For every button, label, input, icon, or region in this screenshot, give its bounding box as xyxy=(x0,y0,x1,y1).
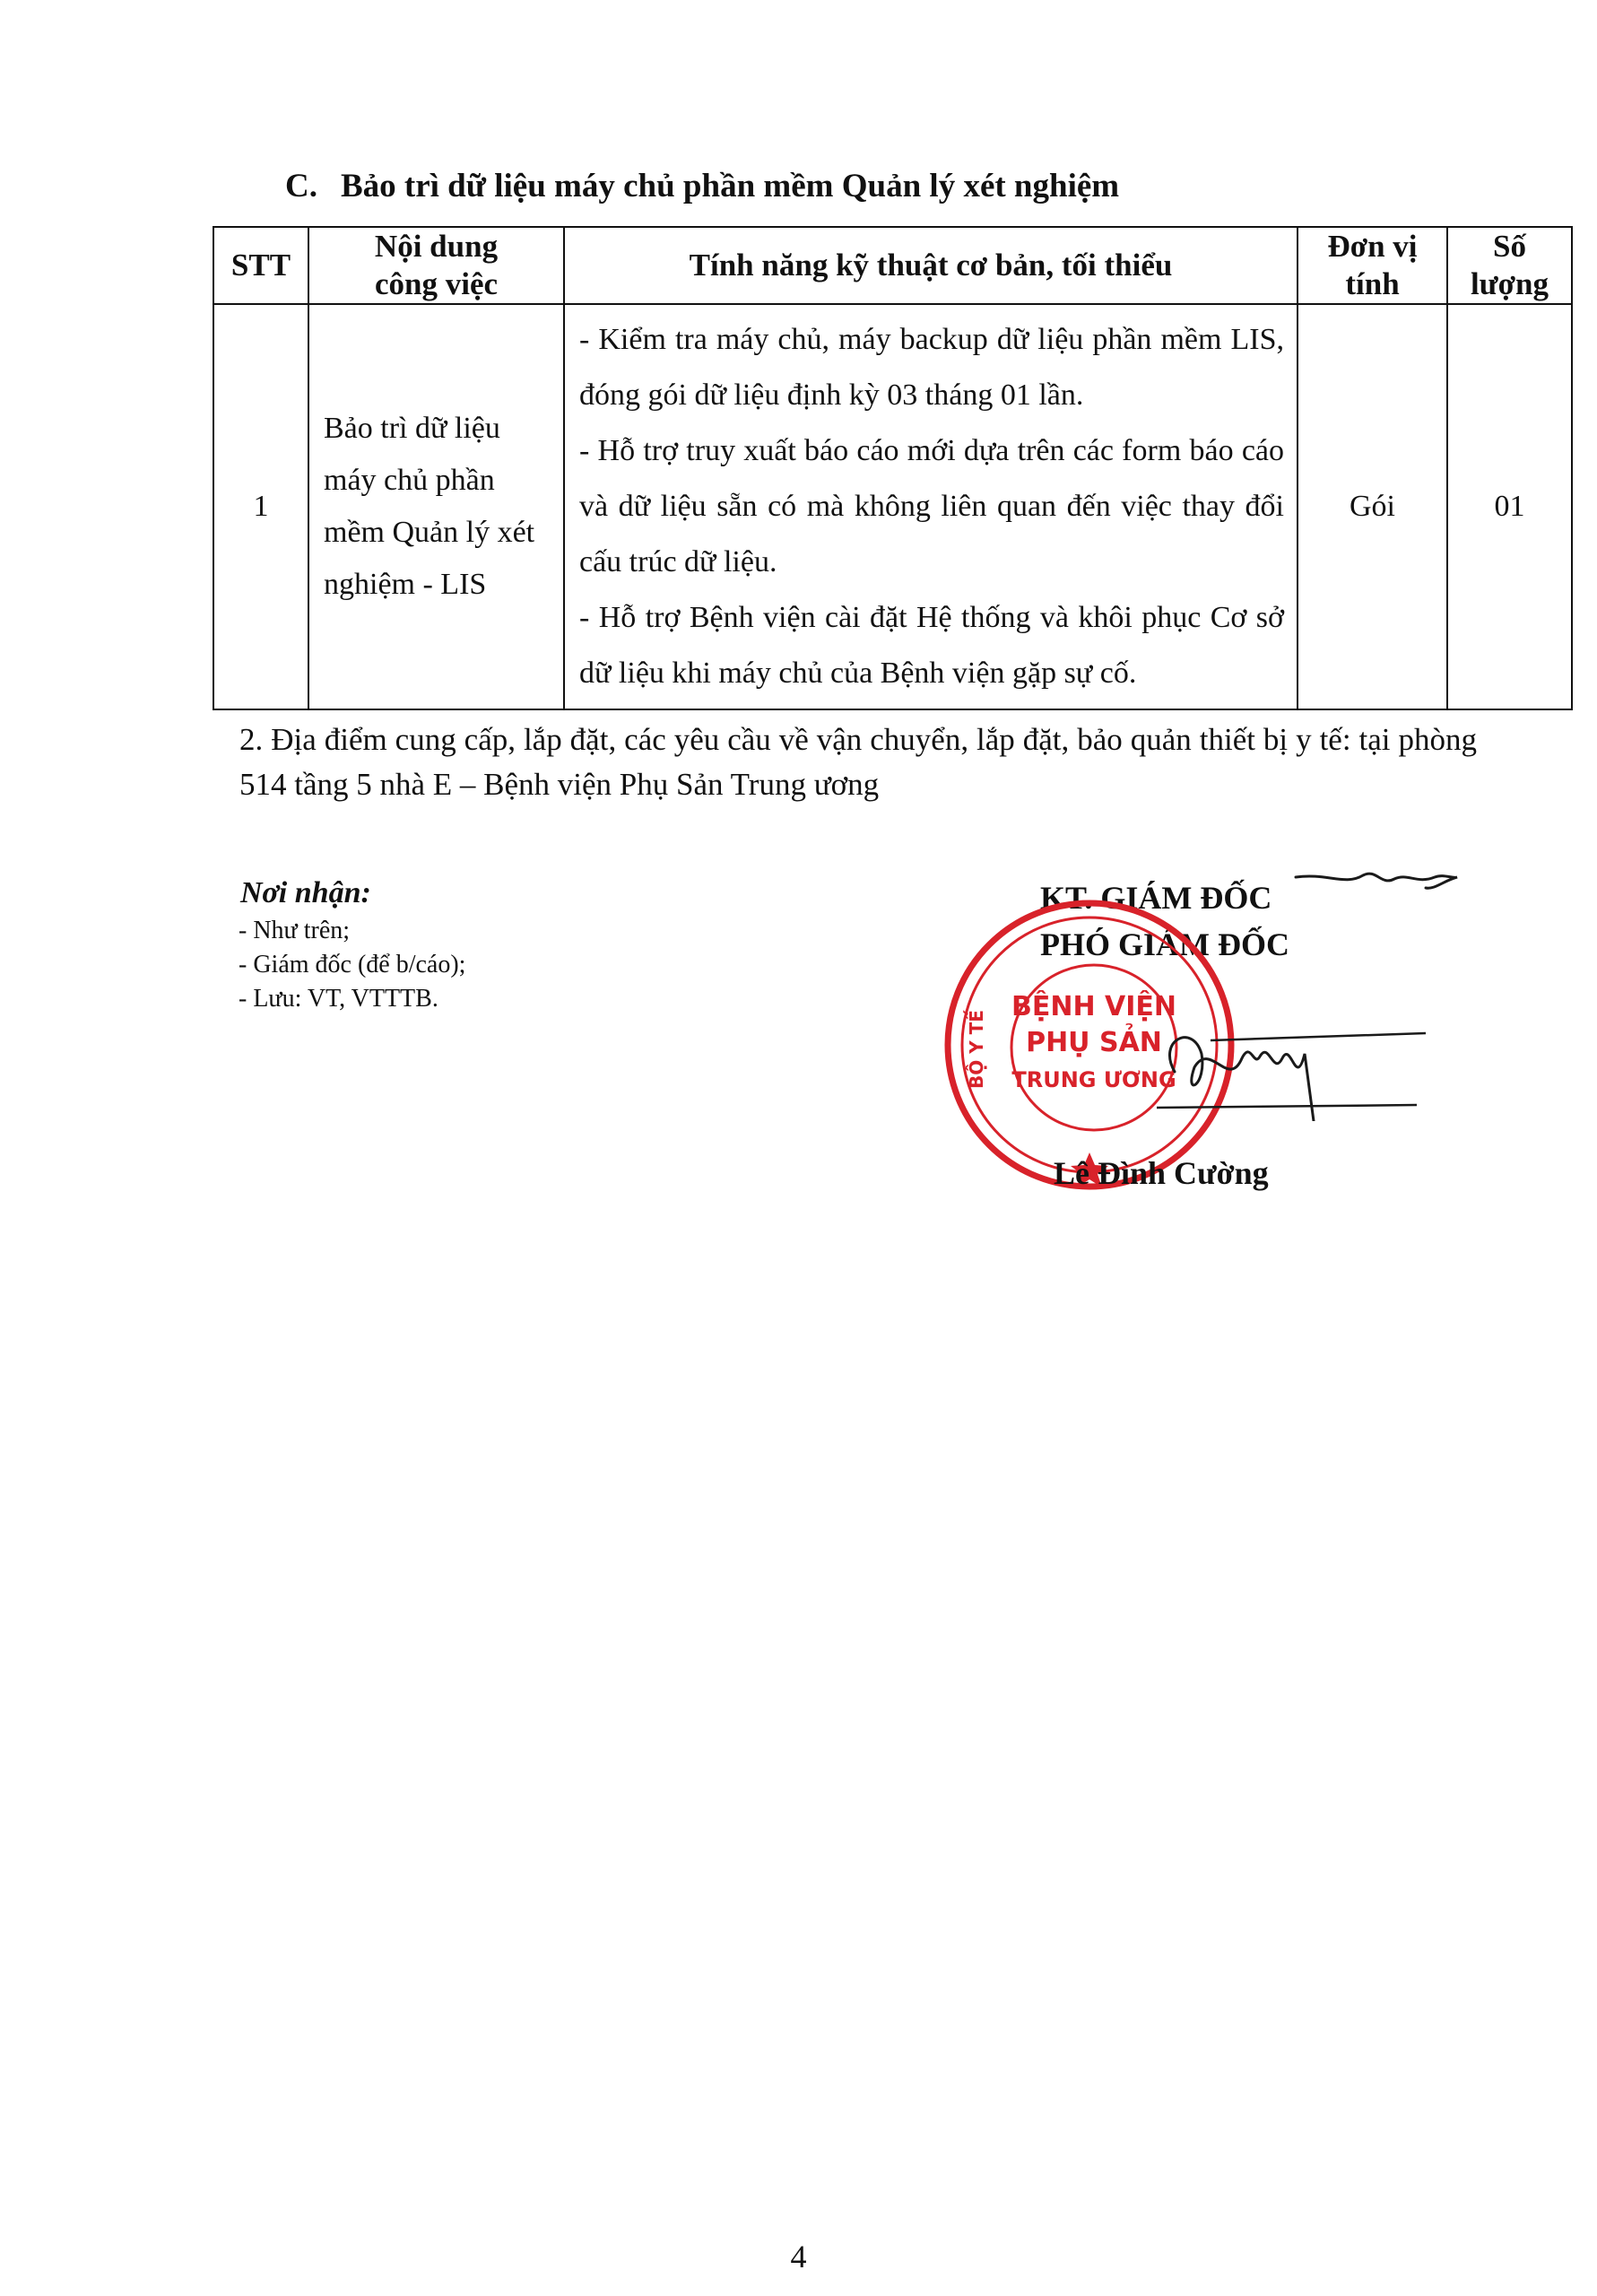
table-header-row xyxy=(213,227,1572,304)
location-paragraph: 2. Địa điểm cung cấp, lắp đặt, các yêu cầu về vận chuyển, lắp đặt, bảo quản thiết bị y tế: tại phòng 514 tầng 5 nhà E – Bệnh viện Phụ Sản Trung ương xyxy=(239,722,1477,802)
cell-features xyxy=(564,304,1298,709)
spec-table xyxy=(213,226,1573,710)
page-number: 4 xyxy=(790,2239,807,2274)
signer-name: Lê Đình Cường xyxy=(1054,1155,1269,1191)
cell-unit: Gói xyxy=(1298,304,1447,709)
stamp-line3: TRUNG ƯƠNG xyxy=(1011,1067,1176,1092)
header-task-line2: công việc xyxy=(374,266,499,301)
handwritten-signature xyxy=(1148,1004,1435,1121)
header-unit xyxy=(1298,227,1447,304)
header-qty-line2: lượng xyxy=(1470,266,1549,301)
signature-flourish xyxy=(1291,859,1462,913)
recipient-item: - Lưu: VT, VTTTB. xyxy=(239,985,438,1013)
recipients-label: Nơi nhận: xyxy=(240,876,371,909)
table-row xyxy=(213,304,1572,709)
header-unit-line1: Đơn vị xyxy=(1327,229,1418,264)
signature-title-line1: KT. GIÁM ĐỐC xyxy=(1040,880,1272,916)
section-title xyxy=(285,167,1119,205)
feature-item: - Hỗ trợ truy xuất báo cáo mới dựa trên các form báo cáo và dữ liệu sẵn có mà không liên quan đến việc thay đổi cấu trúc dữ liệu. xyxy=(579,434,1284,578)
stamp-line2: PHỤ SẢN xyxy=(1026,1027,1162,1058)
feature-item: - Hỗ trợ Bệnh viện cài đặt Hệ thống và khôi phục Cơ sở dữ liệu khi máy chủ của Bệnh viện gặp sự cố. xyxy=(579,601,1284,690)
header-qty-line1: Số xyxy=(1493,229,1526,264)
cell-task: Bảo trì dữ liệu máy chủ phần mềm Quản lý xét nghiệm - LIS xyxy=(308,304,564,709)
header-qty xyxy=(1447,227,1572,304)
cell-stt: 1 xyxy=(213,304,308,709)
header-stt: STT xyxy=(213,227,308,304)
header-features: Tính năng kỹ thuật cơ bản, tối thiểu xyxy=(564,227,1298,304)
header-task xyxy=(308,227,564,304)
recipient-item: - Giám đốc (để b/cáo); xyxy=(239,951,466,978)
stamp-line1: BỆNH VIỆN xyxy=(1011,991,1176,1022)
header-task-line1: Nội dung xyxy=(374,229,499,264)
stamp-side-text: BỘ Y TẾ xyxy=(966,1010,987,1089)
section-title-text: Bảo trì dữ liệu máy chủ phần mềm Quản lý xét nghiệm xyxy=(340,168,1120,204)
recipient-item: - Như trên; xyxy=(239,917,351,944)
section-letter: C. xyxy=(285,168,317,204)
cell-qty: 01 xyxy=(1447,304,1572,709)
header-unit-line2: tính xyxy=(1345,266,1400,301)
feature-item: - Kiểm tra máy chủ, máy backup dữ liệu phần mềm LIS, đóng gói dữ liệu định kỳ 03 tháng 01 lần. xyxy=(579,323,1284,412)
signature-title-line2: PHÓ GIÁM ĐỐC xyxy=(1040,926,1289,962)
